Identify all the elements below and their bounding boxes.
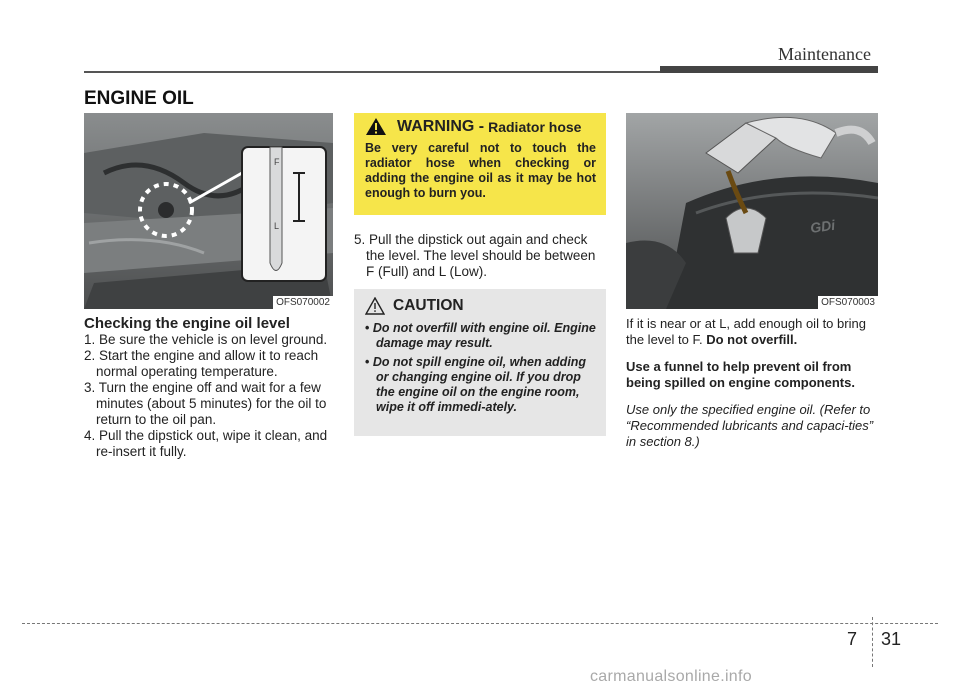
bullet: • xyxy=(365,321,370,335)
warning-triangle-icon xyxy=(365,117,387,136)
engine-bay-illustration xyxy=(84,113,333,309)
bullet: • xyxy=(365,355,370,369)
add-oil-text: If it is near or at L, add enough oil to bring the level to F. xyxy=(626,316,866,347)
warning-subtitle: Radiator hose xyxy=(488,118,582,135)
header-rule-thin xyxy=(84,71,660,73)
engine-cover-illustration xyxy=(626,113,878,309)
right-column xyxy=(626,316,878,461)
figure-code-left: OFS070002 xyxy=(273,296,333,309)
section-subheading: Checking the engine oil level xyxy=(84,315,290,332)
warning-box xyxy=(354,113,606,215)
watermark-text: carmanualsonline.info xyxy=(590,668,752,685)
figure-oil-fill xyxy=(626,113,878,309)
step-4: 4. Pull the dipstick out, wipe it clean, and re-insert it fully. xyxy=(84,428,328,459)
step-1: 1. Be sure the vehicle is on level ground. xyxy=(84,332,328,347)
step-3: 3. Turn the engine off and wait for a few minutes (about 5 minutes) for the oil to return to the oil pan. xyxy=(84,380,327,427)
caution-item-2 xyxy=(365,355,596,415)
left-column xyxy=(84,316,334,460)
add-oil-paragraph xyxy=(626,316,878,348)
figure-code-right: OFS070003 xyxy=(818,296,878,309)
caution-item-1 xyxy=(365,321,596,351)
caution-list xyxy=(365,321,596,415)
dipstick-full-mark: F xyxy=(274,157,280,167)
footer-rule xyxy=(22,623,938,624)
middle-column xyxy=(354,232,606,280)
step-5: 5. Pull the dipstick out again and check the level. The level should be between F (Full) and L (Low). xyxy=(354,232,596,279)
caution-header xyxy=(365,297,596,315)
figure-dipstick xyxy=(84,113,333,309)
caution-title: CAUTION xyxy=(393,297,464,314)
page-number: 31 xyxy=(881,629,902,649)
caution-item-text: Do not spill engine oil, when adding or changing engine oil. If you drop the engine oil on the engine room, wipe it off immedi-ately. xyxy=(372,355,587,414)
engine-cover-logo: GDi xyxy=(809,216,837,236)
section-label: Maintenance xyxy=(778,44,871,64)
page-title: ENGINE OIL xyxy=(84,88,194,109)
dipstick-low-mark: L xyxy=(274,221,280,231)
warning-title: WARNING - xyxy=(397,117,485,135)
header-rule-thick xyxy=(660,66,878,73)
warning-text: Be very careful not to touch the radiator hose when checking or adding the engine oil as it may be hot enough to burn you. xyxy=(365,141,596,200)
do-not-overfill-text: Do not overfill. xyxy=(706,332,798,347)
caution-item-text: Do not overfill with engine oil. Engine damage may result. xyxy=(372,321,596,350)
specified-oil-paragraph: Use only the specified engine oil. (Refer to “Recommended lubricants and capaci-ties” in section 8.) xyxy=(626,402,874,449)
footer-divider xyxy=(872,617,873,667)
caution-triangle-icon xyxy=(365,297,385,315)
step-2: 2. Start the engine and allow it to reach normal operating temperature. xyxy=(84,348,319,379)
funnel-paragraph: Use a funnel to help prevent oil from being spilled on engine components. xyxy=(626,359,855,390)
chapter-number: 7 xyxy=(847,629,858,649)
caution-box xyxy=(354,289,606,436)
warning-header xyxy=(365,117,596,136)
